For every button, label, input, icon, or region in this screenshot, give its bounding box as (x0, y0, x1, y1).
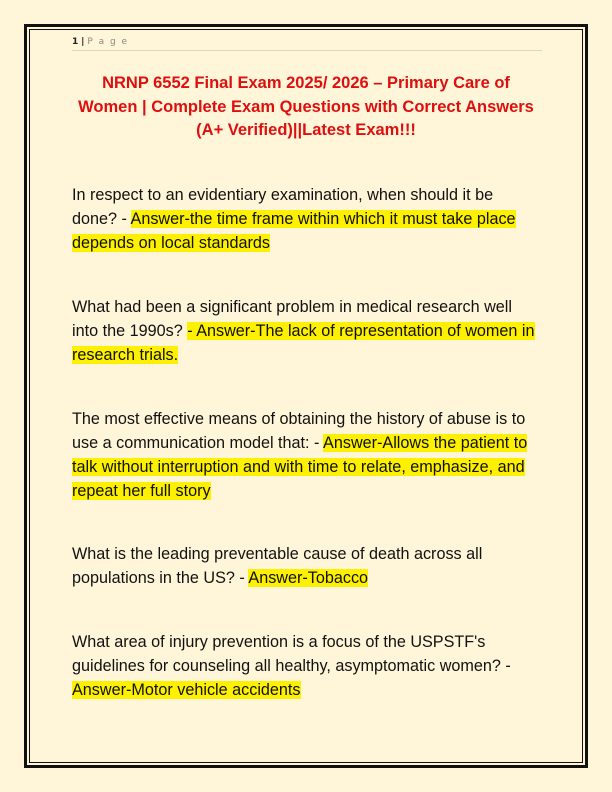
qa-item (72, 407, 542, 503)
page-separator: | (81, 37, 85, 47)
question-text: In respect to an evidentiary examination, when should it be done? - (72, 186, 494, 228)
qa-item (72, 542, 542, 590)
qa-item (72, 183, 542, 255)
question-text: What had been a significant problem in medical research well into the 1990s? (72, 298, 512, 340)
answer-text: Answer-Tobacco (248, 569, 369, 587)
question-text: What is the leading preventable cause of death across all populations in the US? - (72, 545, 483, 587)
document-title: NRNP 6552 Final Exam 2025/ 2026 – Primary Care of Women | Complete Exam Questions with Correct Answers (A+ Verified)||Latest Exam!!! (78, 74, 534, 139)
qa-item (72, 295, 542, 367)
question-text: The most effective means of obtaining the history of abuse is to use a communication model that: - (72, 410, 526, 452)
answer-text: Answer-Motor vehicle accidents (72, 681, 301, 699)
answer-text: - Answer-The lack of representation of women in research trials. (72, 322, 535, 364)
page-word: P a g e (87, 37, 129, 47)
question-text: What area of injury prevention is a focus of the USPSTF's guidelines for counseling all healthy, asymptomatic women? - (72, 633, 511, 675)
answer-text: Answer-the time frame within which it must take place depends on local standards (72, 210, 516, 252)
page-header (72, 37, 542, 51)
page-number: 1 (72, 37, 79, 47)
qa-item (72, 630, 542, 702)
answer-text: Answer-Allows the patient to talk without interruption and with time to relate, emphasize, and repeat her full story (72, 434, 528, 500)
